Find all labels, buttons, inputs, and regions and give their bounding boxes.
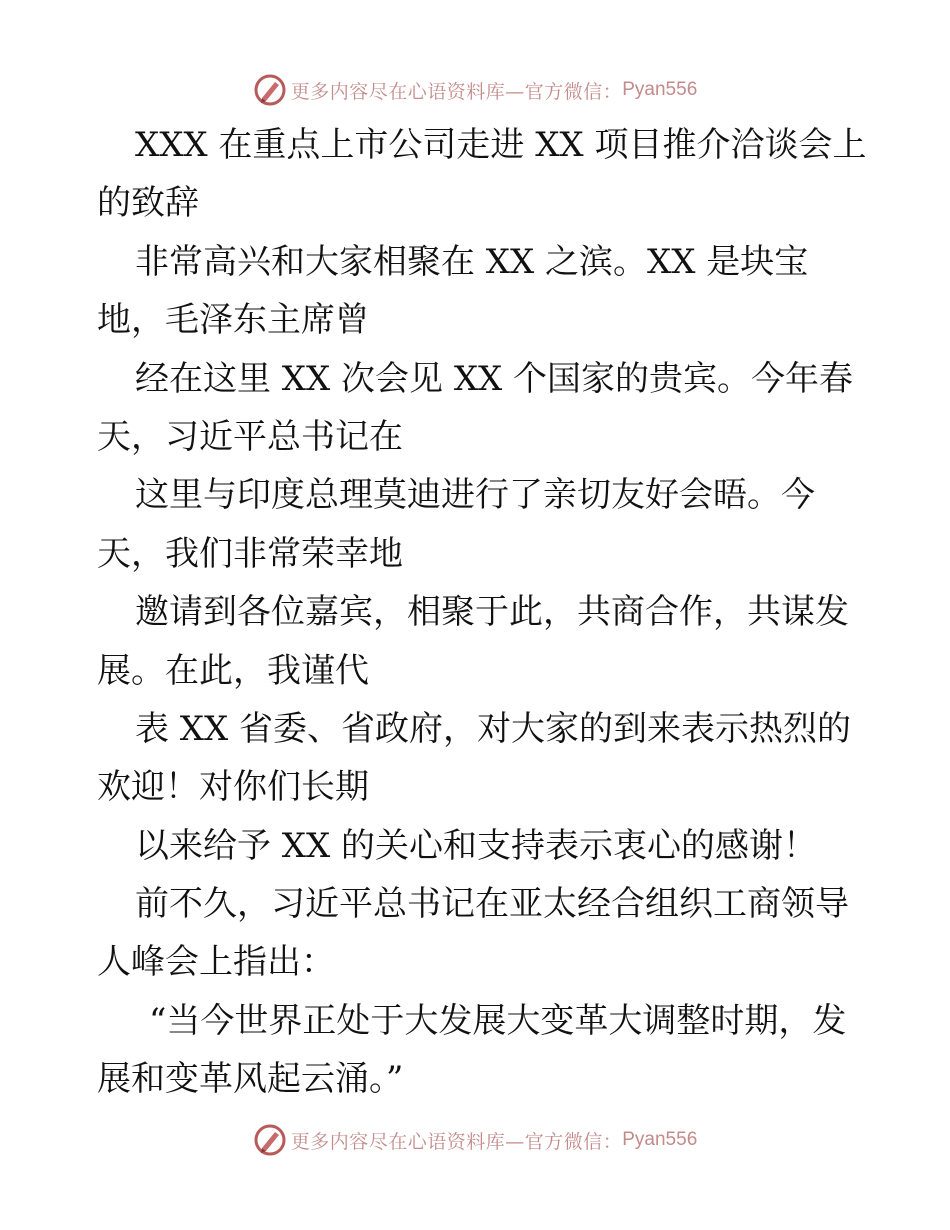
- paragraph-line: 天，习近平总书记在: [97, 416, 403, 457]
- speech-title-line-2: 的致辞: [97, 183, 199, 224]
- paragraph-line: 这里与印度总理莫迪进行了亲切友好会晤。今: [135, 475, 815, 516]
- paragraph-line: 欢迎！对你们长期: [97, 767, 369, 808]
- paragraph-line: 前不久，习近平总书记在亚太经合组织工商领导: [135, 884, 849, 925]
- paragraph-line: 以来给予 XX 的关心和支持表示衷心的感谢！: [135, 825, 818, 866]
- paragraph-line: 非常高兴和大家相聚在 XX 之滨。XX 是块宝: [135, 241, 809, 282]
- speech-body: [97, 116, 877, 1109]
- paragraph-line: 地，毛泽东主席曾: [97, 300, 369, 341]
- watermark-text: 更多内容尽在心语资料库—官方微信：: [290, 80, 623, 103]
- paragraph-line: 天，我们非常荣幸地: [97, 533, 403, 574]
- paragraph-line: 经在这里 XX 次会见 XX 个国家的贵宾。今年春: [135, 358, 854, 399]
- speech-title-line-1: XXX 在重点上市公司走进 XX 项目推介洽谈会上: [135, 125, 867, 165]
- quote-line: 展和变革风起云涌。”: [97, 1059, 404, 1100]
- paragraph-line: 展。在此，我谨代: [97, 650, 369, 691]
- pen-logo-icon: [253, 1123, 287, 1157]
- watermark-text: 更多内容尽在心语资料库—官方微信：: [290, 1130, 623, 1153]
- paragraph-line: 邀请到各位嘉宾，相聚于此，共商合作，共谋发: [135, 592, 849, 633]
- quote-line: “当今世界正处于大发展大变革大调整时期，发: [149, 1000, 847, 1041]
- header-watermark: [0, 70, 950, 110]
- paragraph-line: 人峰会上指出：: [97, 942, 335, 983]
- footer-watermark: [0, 1120, 950, 1160]
- paragraph-line: 表 XX 省委、省政府，对大家的到来表示热烈的: [135, 708, 852, 749]
- watermark-wechat-id: Pyan556: [622, 79, 698, 100]
- pen-logo-icon: [253, 73, 287, 107]
- watermark-wechat-id: Pyan556: [622, 1129, 698, 1150]
